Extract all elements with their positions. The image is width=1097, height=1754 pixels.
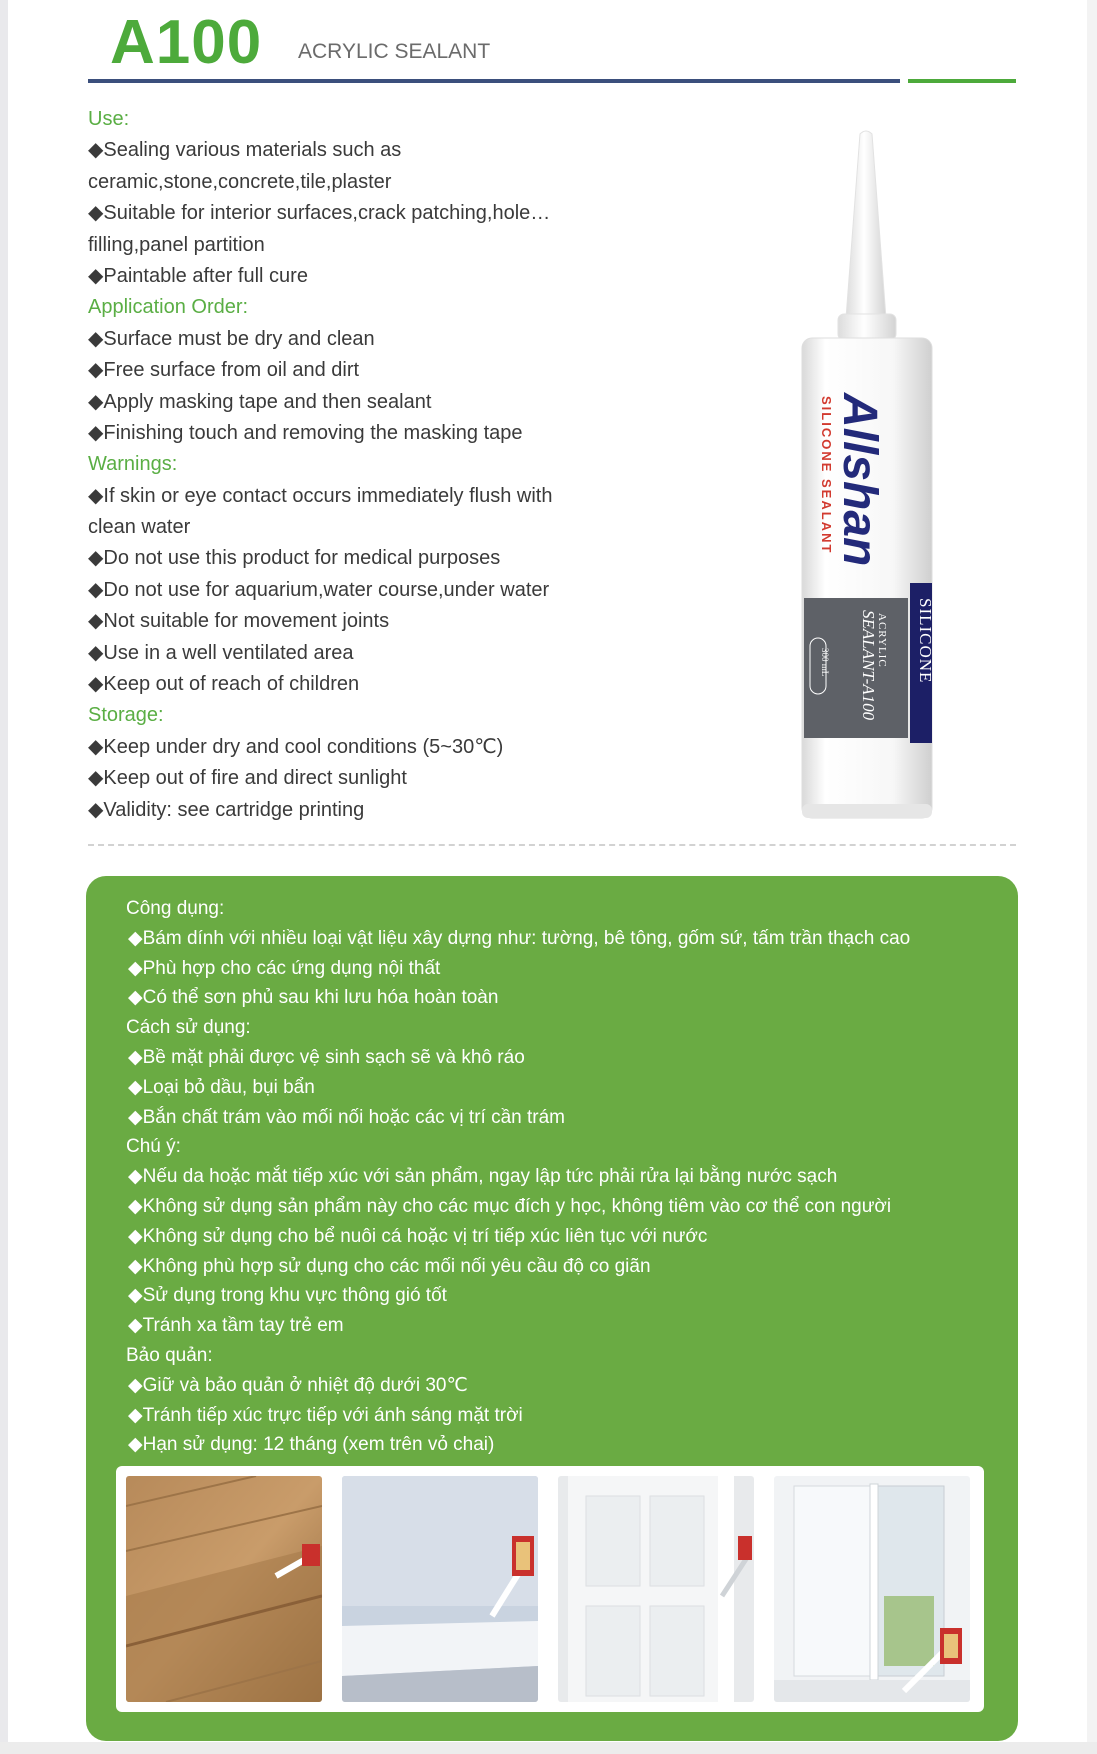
vn-list-item: ◆Có thể sơn phủ sau khi lưu hóa hoàn toàn [128,987,499,1009]
en-list-item: ◆Do not use this product for medical purposes [88,547,501,570]
vn-list-item: ◆Bắn chất trám vào mối nối hoặc các vị trí cần trám [128,1106,566,1128]
english-spec-list [88,104,658,826]
volume-text: 300 mL [820,648,830,677]
en-list-item: filling,panel partition [88,233,265,256]
en-section-heading: Storage: [88,704,164,727]
band-silicone-text: SILICONE [916,598,935,684]
brand-logo-text: Allshan [833,393,886,567]
baseboard-photo [342,1476,538,1702]
header-rule-blue [88,79,900,83]
en-section-heading: Use: [88,108,130,130]
vn-list-item: ◆Hạn sử dụng: 12 tháng (xem trên vỏ chai) [128,1434,495,1456]
vn-section-heading: Công dụng: [126,898,225,919]
en-list-item: ◆Paintable after full cure [88,264,308,287]
en-list-item: ◆Not suitable for movement joints [88,610,390,633]
en-list-item: ◆Use in a well ventilated area [88,641,354,664]
band-product-text: SEALANT-A100 [859,610,878,721]
en-section-heading: Warnings: [88,453,178,476]
vn-list-item: ◆Loại bỏ dầu, bụi bẩn [128,1076,315,1098]
header-rule-green [908,79,1016,83]
bottom-margin-strip [0,1742,1097,1754]
vn-section-heading: Chú ý: [126,1136,181,1158]
vietnamese-panel [86,876,1018,1741]
vn-list-item: ◆Không sử dụng sản phẩm này cho các mục đích y học, không tiêm vào cơ thể con người [128,1195,892,1217]
vn-list-item: ◆Bề mặt phải được vệ sinh sạch sẽ và khô ráo [128,1046,525,1068]
en-list-item: ◆Sealing various materials such as [88,139,402,162]
en-list-item: ◆Keep out of reach of children [88,673,360,696]
en-list-item: clean water [88,516,191,539]
en-list-item: ◆Keep under dry and cool conditions (5~30℃) [88,735,504,758]
product-subtitle: ACRYLIC SEALANT [298,40,491,63]
en-list-item: ◆Surface must be dry and clean [88,327,375,350]
vn-section-heading: Bảo quản: [126,1344,213,1366]
vn-list-item: ◆Không sử dụng cho bể nuôi cá hoặc vị trí tiếp xúc liên tục với nước [128,1225,708,1247]
vn-list-item: ◆Phù hợp cho các ứng dụng nội thất [128,957,441,979]
vietnamese-spec-list [126,894,1006,1460]
wood-floor-photo [126,1476,322,1702]
vn-list-item: ◆Tránh xa tầm tay trẻ em [128,1315,344,1337]
en-section-heading: Application Order: [88,296,249,319]
vn-list-item: ◆Tránh tiếp xúc trực tiếp với ánh sáng mặt trời [128,1404,523,1426]
vn-list-item: ◆Nếu da hoặc mắt tiếp xúc với sản phẩm, ngay lập tức phải rửa lại bằng nước sạch [128,1166,838,1188]
en-list-item: ◆Keep out of fire and direct sunlight [88,767,407,790]
en-list-item: ◆Suitable for interior surfaces,crack patching,hole… [88,202,551,225]
vn-list-item: ◆Không phù hợp sử dụng cho các mối nối yêu cầu độ co giãn [128,1255,651,1277]
en-list-item: ◆Validity: see cartridge printing [88,798,365,821]
en-list-item: ◆Finishing touch and removing the masking tape [88,421,523,444]
en-list-item: ceramic,stone,concrete,tile,plaster [88,170,392,193]
application-photo-strip [116,1466,984,1712]
en-list-item: ◆If skin or eye contact occurs immediately flush with [88,484,553,507]
en-list-item: ◆Do not use for aquarium,water course,under water [88,578,550,601]
band-acrylic-text: ACRYLIC [876,613,888,668]
section-divider [88,844,1016,846]
vn-list-item: ◆Giữ và bảo quản ở nhiệt độ dưới 30℃ [128,1374,468,1396]
brand-sub-text: SILICONE SEALANT [819,396,834,555]
product-model: A100 [110,8,263,77]
window-frame-photo [774,1476,970,1702]
en-list-item: ◆Apply masking tape and then sealant [88,390,432,413]
vn-list-item: ◆Sử dụng trong khu vực thông gió tốt [128,1285,447,1307]
en-list-item: ◆Free surface from oil and dirt [88,359,360,382]
vn-list-item: ◆Bám dính với nhiều loại vật liệu xây dựng như: tường, bê tông, gốm sứ, tấm trần thạch cao [128,927,911,949]
vn-section-heading: Cách sử dụng: [126,1017,251,1039]
door-frame-photo [558,1476,754,1702]
right-margin-strip [1087,0,1097,1754]
left-margin-strip [0,0,8,1754]
product-cartridge [788,128,948,828]
